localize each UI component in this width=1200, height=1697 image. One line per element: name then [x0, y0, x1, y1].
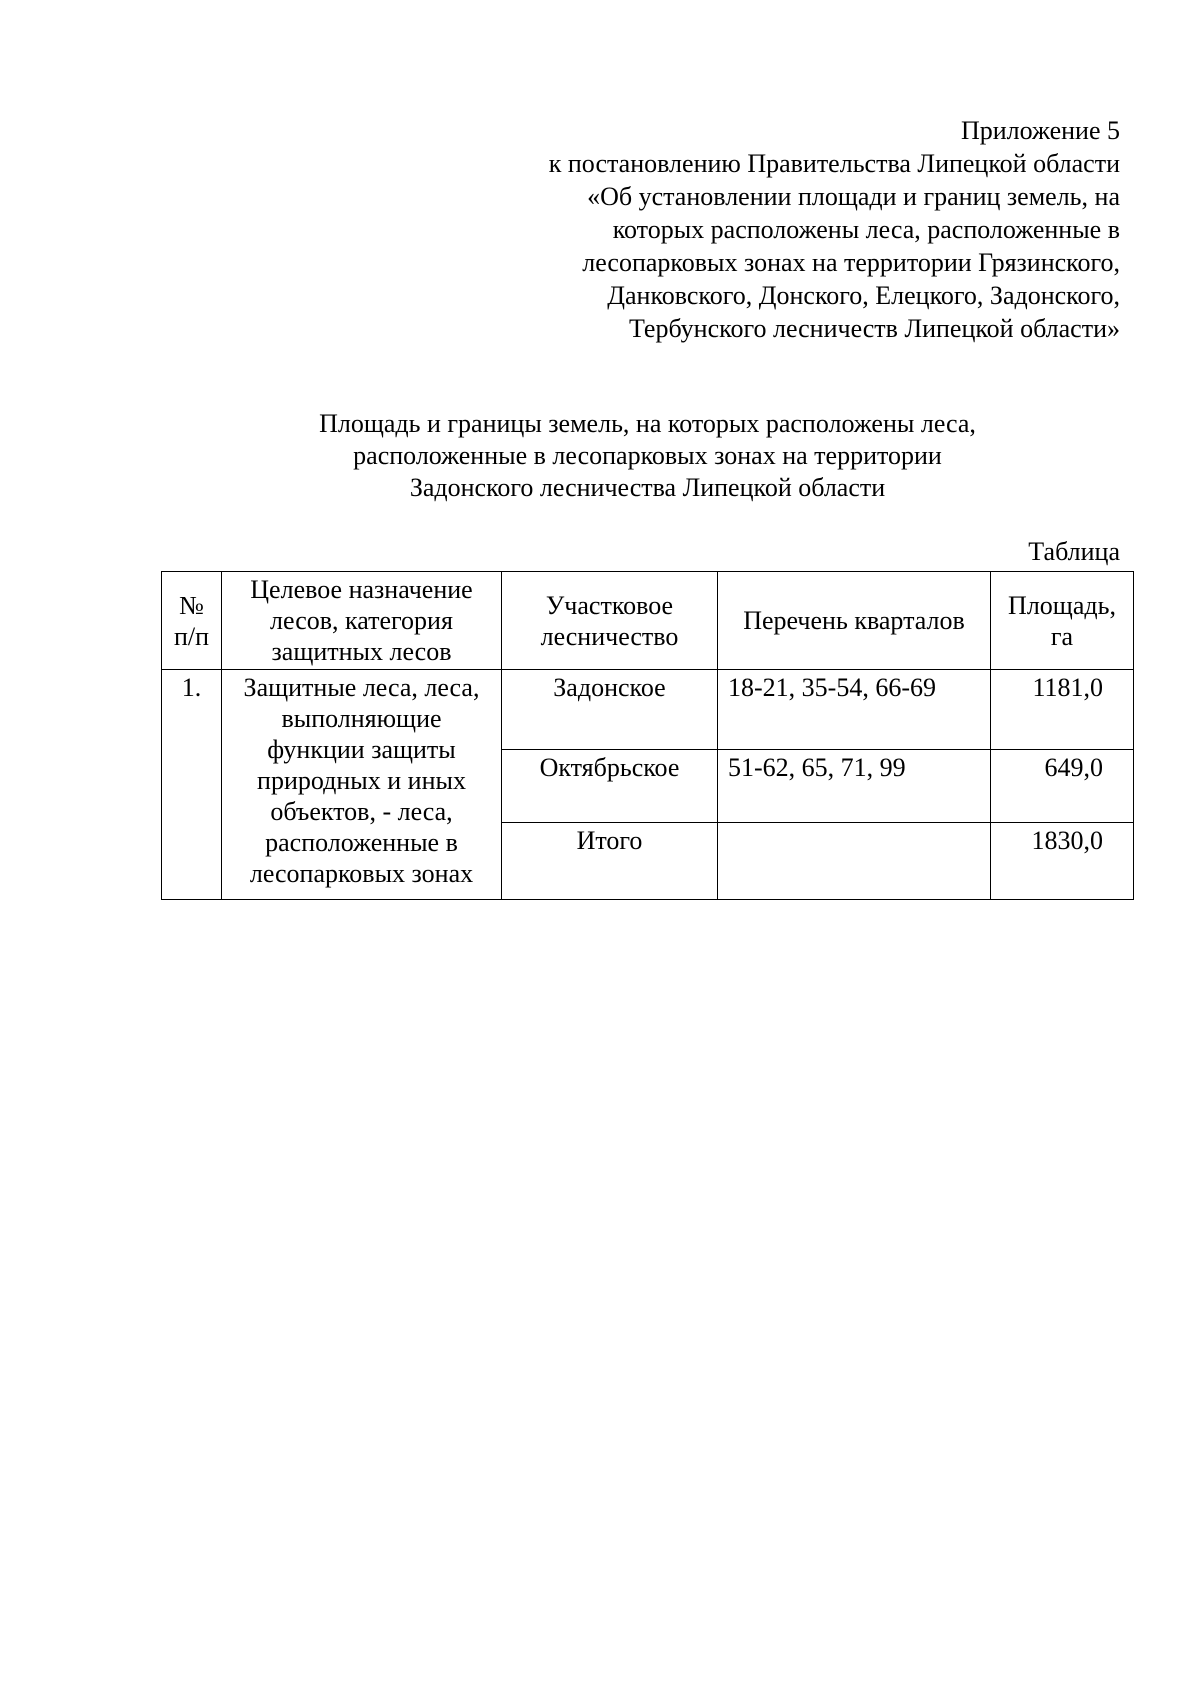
row-number-cell: 1.: [162, 670, 222, 900]
header-area: Площадь, га: [991, 572, 1134, 670]
forest-area-table: [161, 571, 1134, 900]
header-purpose: Целевое назначение лесов, категория защитных лесов: [222, 572, 502, 670]
district-cell: Октябрьское: [502, 750, 718, 823]
quarters-cell: 51-62, 65, 71, 99: [718, 750, 991, 823]
total-area-cell: 1830,0: [991, 823, 1134, 900]
appendix-line: Данковского, Донского, Елецкого, Задонского,: [607, 281, 1120, 310]
appendix-line: Приложение 5: [960, 116, 1120, 145]
appendix-line: которых расположены леса, расположенные в: [612, 215, 1120, 244]
total-label-cell: Итого: [502, 823, 718, 900]
appendix-header: [420, 114, 1120, 345]
document-title: [160, 408, 1135, 504]
table-row: [162, 670, 1134, 750]
quarters-cell: 18-21, 35-54, 66-69: [718, 670, 991, 750]
district-cell: Задонское: [502, 670, 718, 750]
area-cell: 649,0: [991, 750, 1134, 823]
appendix-line: к постановлению Правительства Липецкой области: [548, 149, 1120, 178]
appendix-line: Тербунского лесничеств Липецкой области»: [629, 314, 1120, 343]
appendix-line: «Об установлении площади и границ земель, на: [587, 182, 1120, 211]
title-line: Задонского лесничества Липецкой области: [409, 473, 886, 502]
header-num: № п/п: [162, 572, 222, 670]
purpose-cell: Защитные леса, леса, выполняющие функции защиты природных и иных объектов, - леса, расположенные в лесопарковых зонах: [222, 670, 502, 900]
title-line: Площадь и границы земель, на которых расположены леса,: [319, 409, 976, 438]
header-quarters: Перечень кварталов: [718, 572, 991, 670]
area-cell: 1181,0: [991, 670, 1134, 750]
quarters-cell: [718, 823, 991, 900]
appendix-line: лесопарковых зонах на территории Грязинского,: [582, 248, 1120, 277]
header-district: Участковое лесничество: [502, 572, 718, 670]
table-caption: Таблица: [1028, 537, 1120, 566]
title-line: расположенные в лесопарковых зонах на территории: [353, 441, 942, 470]
table-header-row: [162, 572, 1134, 670]
